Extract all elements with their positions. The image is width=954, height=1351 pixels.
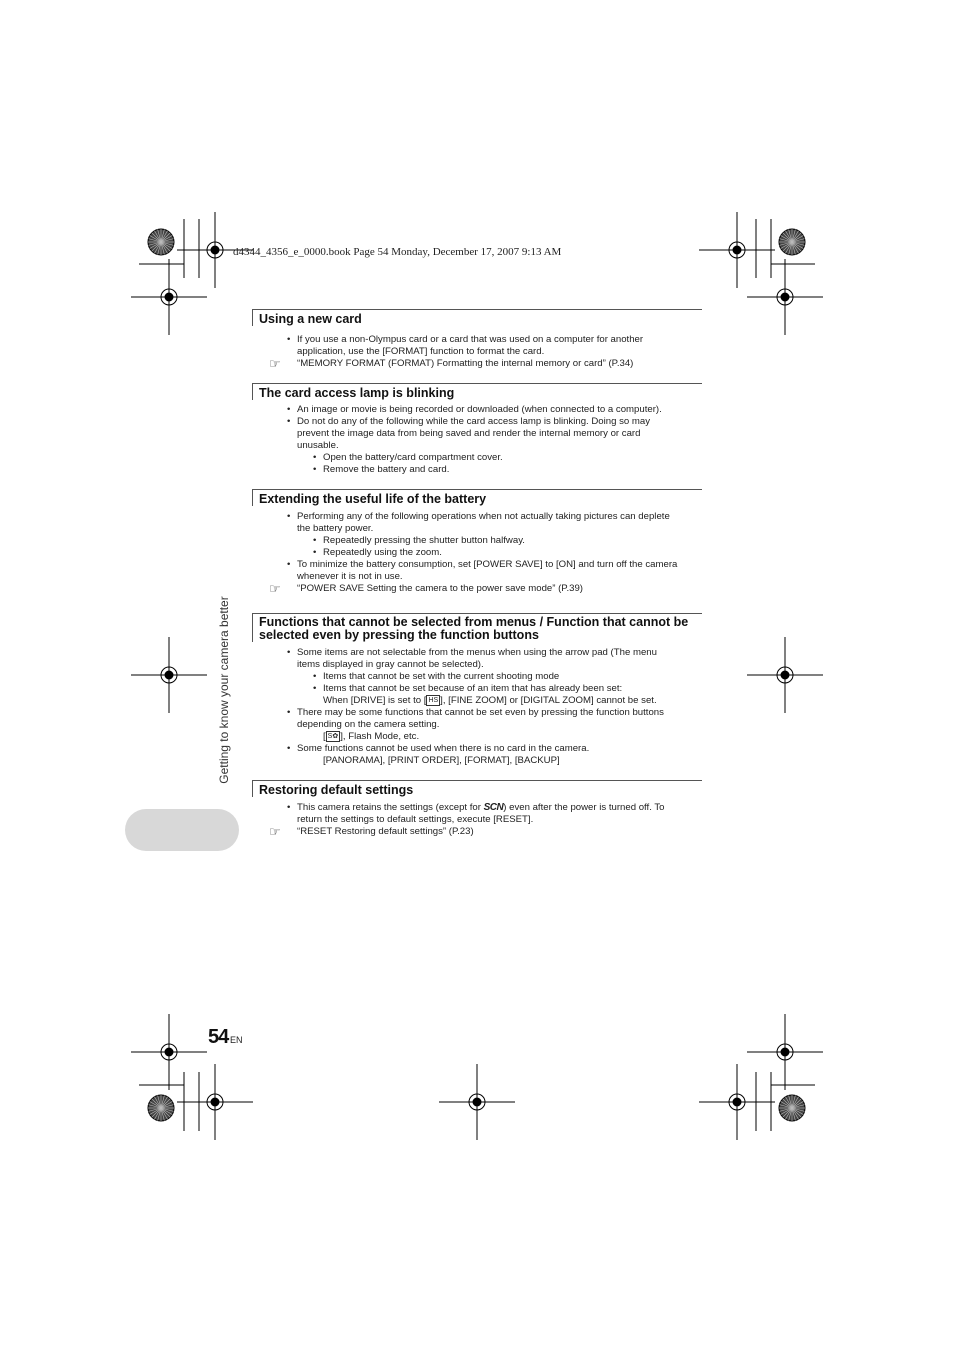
registration-mark-icon	[131, 1014, 207, 1090]
section-title-line: Functions that cannot be selected from menus / Function that cannot be	[259, 615, 689, 629]
registration-mark-icon	[699, 212, 775, 288]
registration-mark-icon	[747, 259, 823, 335]
list-item: • An image or movie is being recorded or downloaded (when connected to a computer).	[287, 404, 662, 415]
list-item-cont: prevent the image data from being saved and render the internal memory or card	[297, 428, 641, 439]
file-header: d4344_4356_e_0000.book Page 54 Monday, December 17, 2007 9:13 AM	[233, 246, 562, 258]
section-title-new-card: Using a new card	[252, 309, 702, 326]
list-item-cont: return the settings to default settings, execute [RESET].	[297, 814, 534, 825]
registration-mark-icon	[699, 1064, 775, 1140]
registration-mark-icon	[747, 1014, 823, 1090]
list-item: • Performing any of the following operations when not actually taking pictures can deplete	[287, 511, 670, 522]
section-title-restoring: Restoring default settings	[252, 780, 702, 797]
hand-pointing-icon: ☞	[269, 356, 281, 371]
section-title-card-lamp: The card access lamp is blinking	[252, 383, 702, 400]
super-macro-icon: S✿	[327, 733, 339, 740]
star-target-icon	[148, 1095, 174, 1121]
list-item-cont: the battery power.	[297, 523, 374, 534]
list-item: • If you use a non-Olympus card or a card that was used on a computer for another	[287, 334, 644, 345]
list-item: • There may be some functions that cannot be set even by pressing the function buttons	[287, 707, 664, 718]
list-item: • This camera retains the settings (except for SCN) even after the power is turned off. To	[287, 802, 665, 813]
language-code: EN	[230, 1035, 243, 1045]
list-item-cont: items displayed in gray cannot be selected).	[297, 659, 484, 670]
page-number: 54	[208, 1026, 229, 1048]
chapter-side-label: Getting to know your camera better	[217, 596, 231, 784]
registration-mark-icon	[177, 1064, 253, 1140]
sub-list-item: • Repeatedly using the zoom.	[313, 547, 442, 558]
registration-mark-icon	[131, 637, 207, 713]
sequential-shooting-icon: HS	[428, 697, 439, 704]
sub-list-item-cont: When [DRIVE] is set to [ HS ], [FINE ZOOM] or [DIGITAL ZOOM] cannot be set.	[323, 695, 657, 707]
chapter-tab	[125, 809, 239, 851]
cross-reference: “MEMORY FORMAT (FORMAT) Formatting the internal memory or card” (P.34)	[297, 358, 634, 369]
list-item: • Some functions cannot be used when there is no card in the camera.	[287, 743, 590, 754]
list-item-cont: [ S✿ ], Flash Mode, etc.	[323, 731, 420, 743]
star-target-icon	[779, 229, 805, 255]
star-target-icon	[148, 229, 174, 255]
hand-pointing-icon: ☞	[269, 824, 281, 839]
section-title-functions	[252, 613, 702, 642]
scn-mode-icon: SCN	[483, 802, 504, 813]
registration-mark-icon	[439, 1064, 515, 1140]
star-target-icon	[779, 1095, 805, 1121]
list-item-cont: [PANORAMA], [PRINT ORDER], [FORMAT], [BACKUP]	[323, 755, 560, 766]
list-item-cont: application, use the [FORMAT] function to format the card.	[297, 346, 545, 357]
sub-list-item: • Open the battery/card compartment cover.	[313, 452, 503, 463]
registration-mark-icon	[131, 259, 207, 335]
registration-mark-icon	[747, 637, 823, 713]
list-item: • Do not do any of the following while the card access lamp is blinking. Doing so may	[287, 416, 651, 427]
list-item: • To minimize the battery consumption, set [POWER SAVE] to [ON] and turn off the camera	[287, 559, 678, 570]
section-title-line: selected even by pressing the function buttons	[259, 628, 539, 642]
sub-list-item: • Items that cannot be set with the current shooting mode	[313, 671, 560, 682]
list-item-cont: depending on the camera setting.	[297, 719, 440, 730]
list-item-cont: whenever it is not in use.	[297, 571, 403, 582]
cross-reference: “RESET Restoring default settings” (P.23)	[297, 826, 474, 837]
section-title-battery: Extending the useful life of the battery	[252, 489, 702, 506]
list-item: • Some items are not selectable from the menus when using the arrow pad (The menu	[287, 647, 657, 658]
hand-pointing-icon: ☞	[269, 581, 281, 596]
sub-list-item: • Repeatedly pressing the shutter button halfway.	[313, 535, 525, 546]
sub-list-item: • Items that cannot be set because of an item that has already been set:	[313, 683, 623, 694]
list-item-cont: unusable.	[297, 440, 339, 451]
cross-reference: “POWER SAVE Setting the camera to the power save mode” (P.39)	[297, 583, 583, 594]
sub-list-item: • Remove the battery and card.	[313, 464, 450, 475]
